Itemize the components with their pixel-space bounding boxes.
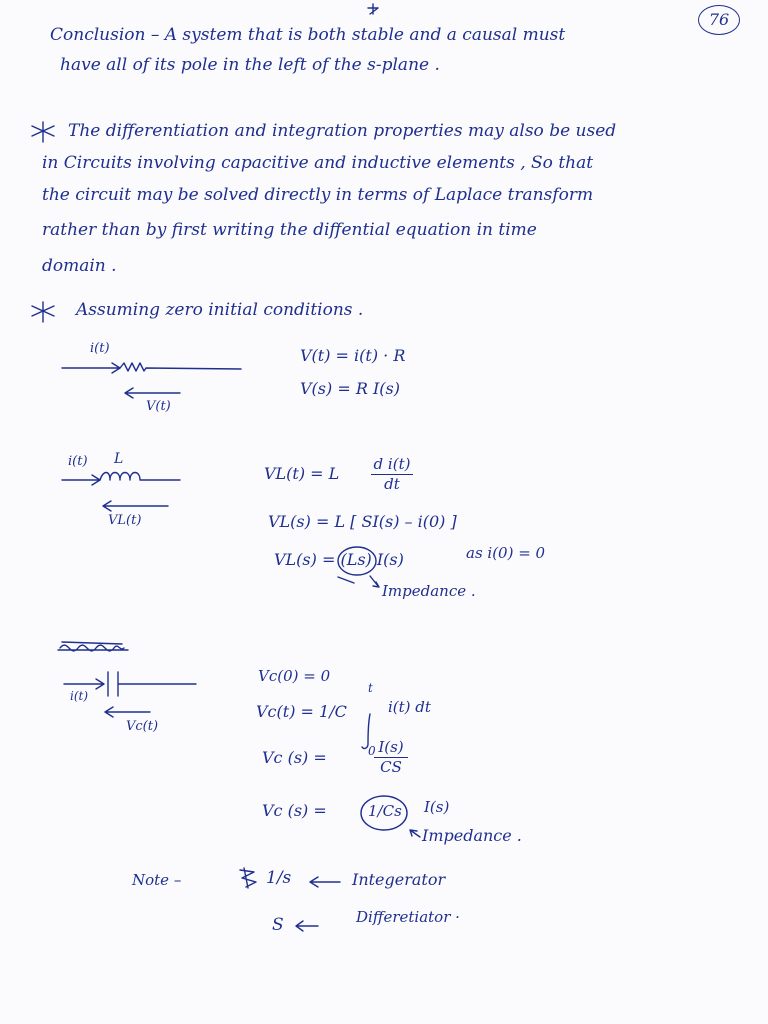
inductor-derivative-numerator: d i(t)	[373, 455, 411, 473]
capacitor-eq-impedance-rhs: I(s)	[424, 798, 450, 816]
resistor-current-arrow	[62, 363, 120, 373]
integral-upper-limit: t	[368, 681, 373, 695]
resistor-voltage-label: V(t)	[146, 399, 171, 414]
note-scribble	[240, 868, 256, 888]
paragraph-line-3: the circuit may be solved directly in terms of Laplace transform	[42, 185, 594, 205]
integral-lower-limit: 0	[368, 744, 376, 758]
paragraph-line-1: The differentiation and integration properties may also be used	[68, 121, 617, 141]
resistor-eq-laplace: V(s) = R I(s)	[300, 379, 400, 398]
insert-mark	[368, 4, 378, 14]
capacitor-impedance-fraction: 1/Cs	[368, 802, 402, 820]
inductor-eq-laplace: VL(s) = L [ SI(s) – i(0) ]	[268, 512, 457, 531]
resistor-eq-time: V(t) = i(t) · R	[300, 346, 406, 365]
integrator-arrow	[310, 877, 340, 887]
inductor-symbol	[100, 473, 180, 481]
inductor-voltage-label: VL(t)	[108, 513, 142, 528]
inductor-eq-impedance: VL(s) = (Ls) I(s)	[274, 550, 404, 569]
differentiator-symbol: S	[272, 915, 284, 935]
inductor-derivative-denominator: dt	[384, 475, 400, 493]
inductor-element-label: L	[114, 451, 124, 467]
capacitor-eq-time-lhs: Vc(t) = 1/C	[256, 702, 347, 721]
paragraph-line-5: domain .	[42, 256, 117, 276]
scribble-out	[58, 642, 128, 651]
capacitor-symbol	[108, 672, 196, 696]
integrator-symbol: 1/s	[266, 868, 292, 888]
star-bullet-1	[32, 122, 54, 142]
capacitor-integrand: i(t) dt	[388, 698, 431, 716]
resistor-voltage-arrow	[125, 388, 180, 398]
page-number: 76	[708, 10, 730, 29]
star-bullet-2	[32, 302, 54, 322]
inductor-eq-time-lhs: VL(t) = L	[264, 464, 340, 483]
resistor-current-label: i(t)	[90, 341, 110, 356]
paragraph-line-2: in Circuits involving capacitive and inductive elements , So that	[42, 153, 594, 173]
inductor-derivative-fraction	[362, 457, 422, 492]
integrator-label: Integerator	[352, 870, 446, 889]
capacitor-current-arrow	[64, 679, 104, 689]
capacitor-voltage-arrow	[105, 707, 150, 717]
paragraph-line-4: rather than by first writing the diffential equation in time	[42, 220, 537, 240]
conclusion-line-1: Conclusion – A system that is both stable and a causal must	[50, 25, 566, 45]
inductor-impedance-note: Impedance .	[382, 582, 476, 600]
note-label: Note –	[132, 871, 182, 889]
inductor-current-label: i(t)	[68, 454, 88, 469]
inductor-voltage-arrow	[103, 501, 168, 511]
impedance-pointer-1	[370, 576, 379, 587]
capacitor-laplace-fraction	[366, 740, 416, 775]
inductor-current-arrow	[62, 475, 100, 485]
ls-dash	[338, 577, 354, 583]
capacitor-eq-impedance-lhs: Vc (s) =	[262, 801, 327, 820]
capacitor-fraction-numerator: I(s)	[378, 738, 404, 756]
capacitor-fraction-denominator: CS	[380, 758, 402, 776]
differentiator-label: Differetiator ·	[356, 908, 460, 926]
capacitor-eq-laplace-lhs: Vc (s) =	[262, 748, 327, 767]
page-number-badge	[698, 5, 740, 35]
capacitor-current-label: i(t)	[70, 689, 89, 703]
resistor-symbol	[120, 363, 241, 371]
impedance-pointer-2	[410, 830, 420, 837]
differentiator-arrow	[296, 921, 318, 931]
capacitor-impedance-note: Impedance .	[422, 826, 522, 845]
assumption-text: Assuming zero initial conditions .	[76, 300, 364, 320]
capacitor-initial-condition: Vc(0) = 0	[258, 667, 331, 685]
capacitor-voltage-label: Vc(t)	[126, 719, 159, 734]
inductor-initial-condition: as i(0) = 0	[466, 544, 546, 562]
conclusion-line-2: have all of its pole in the left of the s-plane .	[60, 55, 440, 75]
